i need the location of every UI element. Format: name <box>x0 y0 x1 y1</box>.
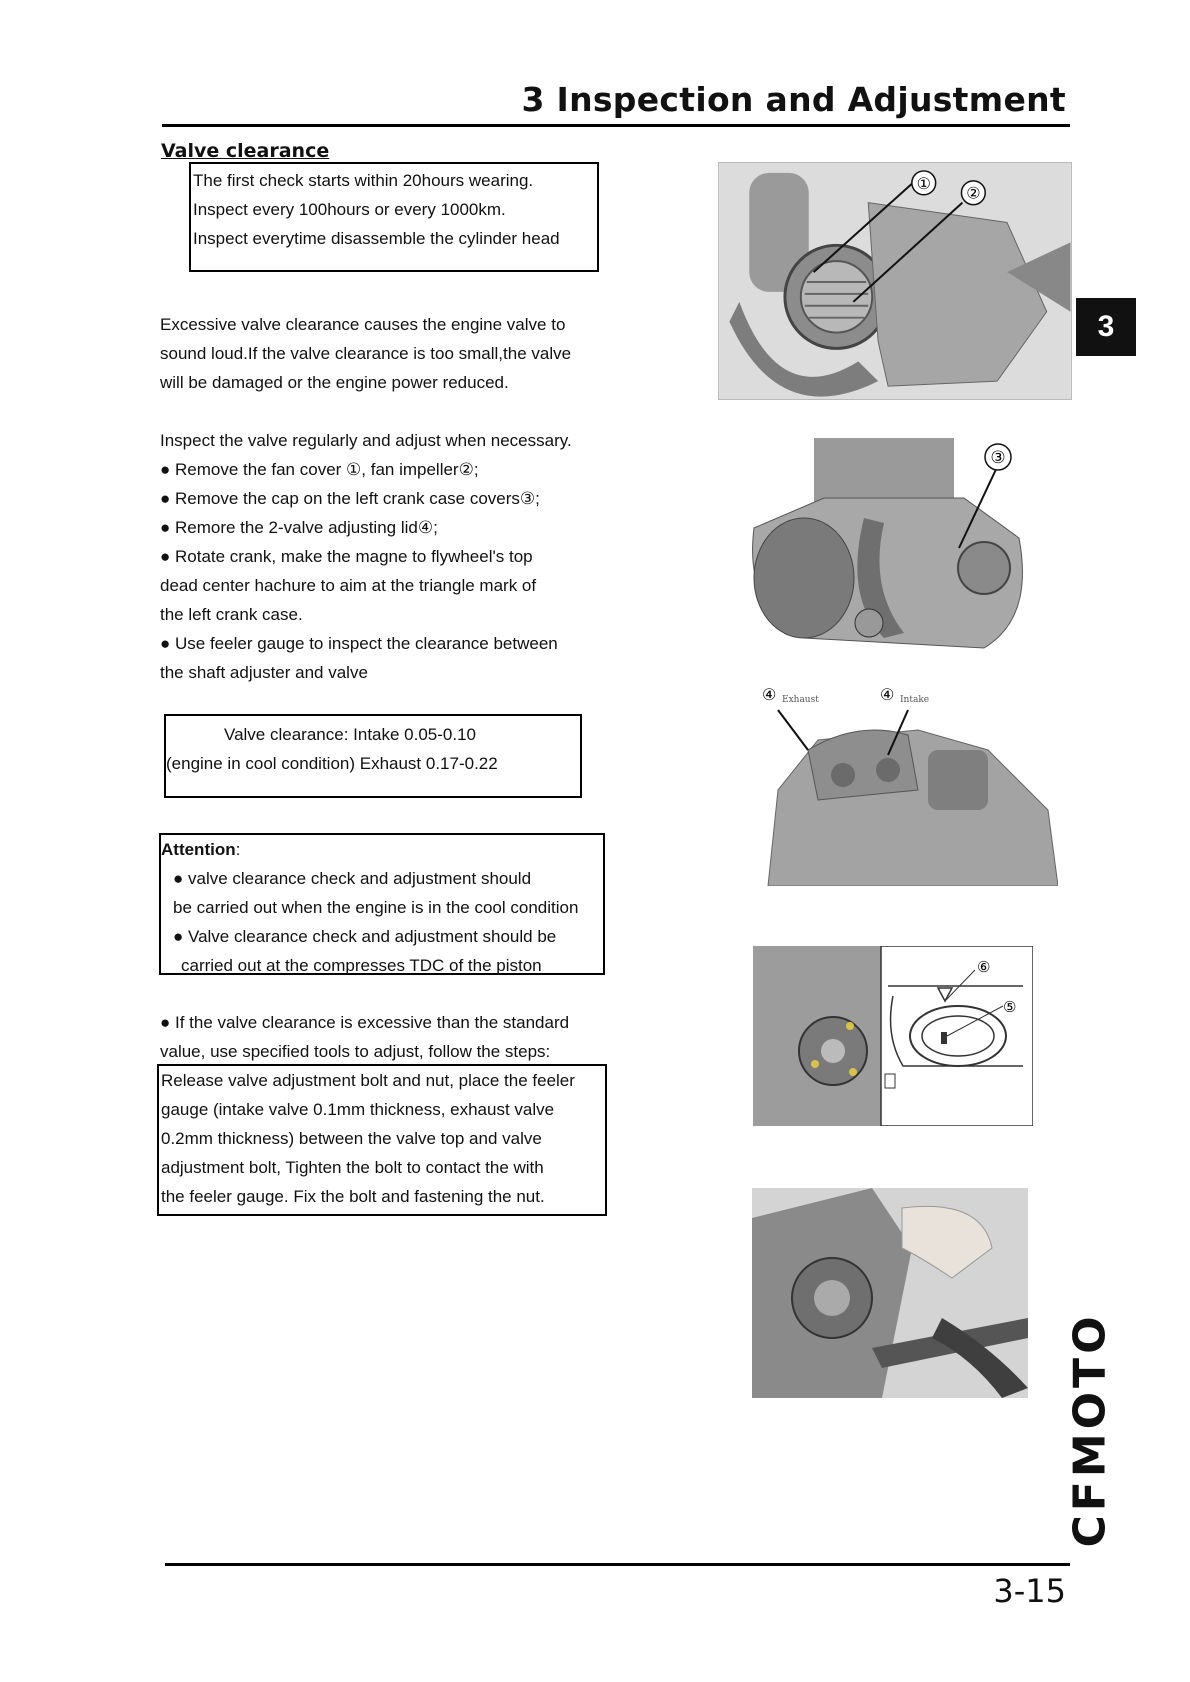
procedure-line: Release valve adjustment bolt and nut, place the feeler <box>161 1071 575 1090</box>
attention-line: ● valve clearance check and adjustment should <box>161 864 603 893</box>
intro-line: Inspect every 100hours or every 1000km. <box>193 200 506 219</box>
header-rule <box>162 124 1070 127</box>
callout-4-intake: ④ <box>880 685 895 704</box>
brand-text: CFMOTO <box>1064 1312 1116 1548</box>
paragraph-line: sound loud.If the valve clearance is too small,the valve <box>160 344 572 363</box>
figure-feeler-gauge <box>752 1188 1028 1398</box>
steps-lead: Inspect the valve regularly and adjust when necessary. <box>160 431 572 450</box>
intro-line: Inspect everytime disassemble the cylinder head <box>193 229 560 248</box>
intro-line: The first check starts within 20hours wearing. <box>193 171 534 190</box>
step-item: ● Rotate crank, make the magne to flywheel's top <box>160 542 572 571</box>
paragraph-valve-clearance <box>160 310 571 397</box>
procedure-line: gauge (intake valve 0.1mm thickness, exhaust valve <box>161 1100 555 1119</box>
procedure-line: the feeler gauge. Fix the bolt and fastening the nut. <box>161 1187 545 1206</box>
figure-crank-case-cap <box>744 438 1044 668</box>
callout-2: ② <box>966 183 981 203</box>
inspection-steps <box>160 426 572 687</box>
attention-title: Attention <box>161 840 236 859</box>
chapter-tab: 3 <box>1076 298 1136 356</box>
crank-case-illustration <box>744 438 1044 668</box>
footer-rule <box>165 1563 1070 1566</box>
label-exhaust: Exhaust <box>782 695 819 705</box>
callout-5: ⑤ <box>1003 998 1017 1016</box>
callout-1: ① <box>916 173 931 193</box>
procedure-line: 0.2mm thickness) between the valve top and valve <box>161 1129 542 1148</box>
paragraph-line: will be damaged or the engine power reduced. <box>160 373 509 392</box>
step-item: ● Remove the fan cover ①, fan impeller②; <box>160 455 572 484</box>
attention-line: ● Valve clearance check and adjustment should be <box>161 922 603 951</box>
section-title: Valve clearance <box>161 140 330 162</box>
spec-box <box>164 714 582 798</box>
timing-mark-illustration <box>753 946 1033 1126</box>
page-header-title: 3 Inspection and Adjustment <box>521 80 1066 119</box>
step-continuation: dead center hachure to aim at the triangle mark of <box>160 576 537 595</box>
callout-4-exhaust: ④ <box>762 685 777 704</box>
figure-valve-lids <box>748 680 1058 886</box>
spec-line-1: Valve clearance: Intake 0.05-0.10 <box>224 725 477 744</box>
intro-box <box>189 162 599 272</box>
procedure-box <box>157 1064 607 1216</box>
figure-fan-cover <box>718 162 1072 400</box>
excessive-line: ● If the valve clearance is excessive than the standard <box>160 1008 569 1037</box>
paragraph-line: Excessive valve clearance causes the engine valve to <box>160 315 566 334</box>
step-continuation: the left crank case. <box>160 605 303 624</box>
excessive-line: value, use specified tools to adjust, follow the steps: <box>160 1042 551 1061</box>
step-item: ● Remove the cap on the left crank case covers③; <box>160 484 572 513</box>
brand-logo <box>1058 1312 1122 1548</box>
cylinder-head-illustration <box>748 680 1058 886</box>
figure-timing-mark <box>753 946 1033 1126</box>
feeler-gauge-illustration <box>752 1188 1028 1398</box>
callout-6: ⑥ <box>977 958 991 976</box>
step-item: ● Use feeler gauge to inspect the clearance between <box>160 629 572 658</box>
procedure-line: adjustment bolt, Tighten the bolt to contact the with <box>161 1158 544 1177</box>
label-intake: Intake <box>900 695 930 705</box>
callout-3: ③ <box>990 448 1006 468</box>
step-continuation: the shaft adjuster and valve <box>160 663 368 682</box>
attention-box: Attention: ● valve clearance check and adjustment should be carried out when the engine is in the cool condition ● Valve clearance check and adjustment should be carried out at the compresses TDC of the piston <box>159 833 605 975</box>
engine-fan-illustration <box>719 163 1071 399</box>
attention-line: be carried out when the engine is in the cool condition <box>173 898 579 917</box>
step-item: ● Remore the 2-valve adjusting lid④; <box>160 513 572 542</box>
attention-line: carried out at the compresses TDC of the piston <box>181 956 542 975</box>
page-number: 3-15 <box>993 1572 1066 1610</box>
excessive-paragraph <box>160 1008 569 1066</box>
spec-line-2: (engine in cool condition) Exhaust 0.17-0.22 <box>166 754 498 773</box>
